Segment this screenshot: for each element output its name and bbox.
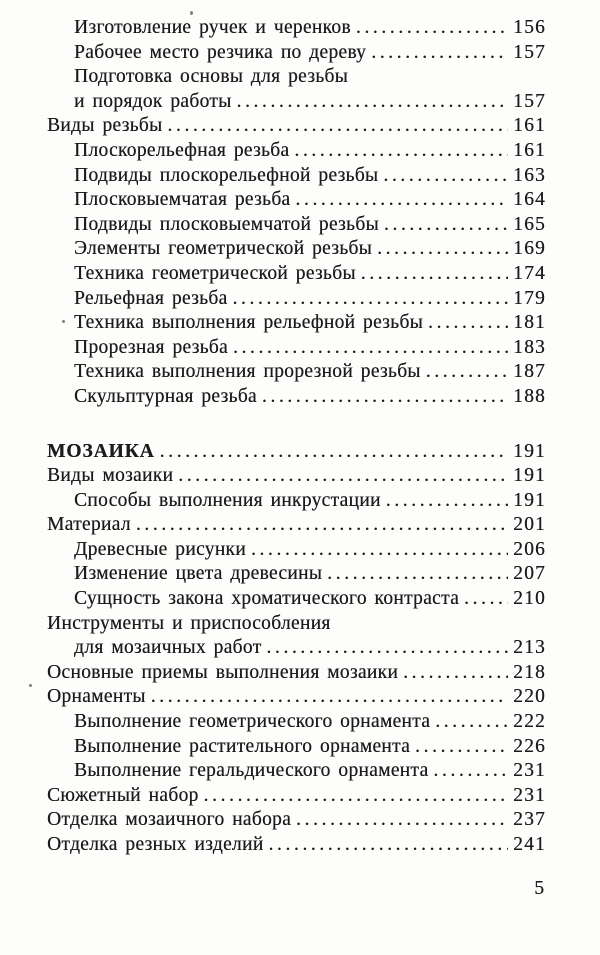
toc-entry — [47, 612, 546, 637]
toc-entry-page-number: 220 — [513, 686, 546, 708]
toc-entry-title: Рельефная резьба — [74, 287, 228, 309]
toc-entry-title: Изготовление ручек и черенков — [74, 17, 351, 38]
dot-leader — [266, 636, 508, 661]
toc-entry-title: Выполнение геральдического орнамента — [74, 760, 429, 782]
toc-entry-page-number: 222 — [513, 711, 546, 733]
toc-entry-page-number: 157 — [513, 41, 546, 63]
toc-entry-title: Выполнение растительного орнамента — [74, 735, 411, 757]
scan-speck — [29, 684, 32, 687]
toc-entry — [47, 464, 546, 489]
toc-entry — [47, 587, 546, 612]
dot-leader — [295, 188, 508, 213]
toc-entry-title: Техника выполнения рельефной резьбы — [74, 312, 423, 334]
dot-leader — [251, 538, 508, 563]
toc-entry-title: Плосковыемчатая резьба — [74, 189, 291, 211]
toc-entry — [47, 661, 546, 686]
toc-entry-page-number: 237 — [513, 809, 546, 831]
dot-leader — [204, 784, 509, 809]
toc-entry — [47, 636, 546, 661]
dot-leader — [296, 808, 508, 833]
toc-entry-page-number: 161 — [513, 139, 546, 161]
toc-entry — [47, 65, 546, 90]
dot-leader — [136, 513, 508, 538]
toc-entry-title: Прорезная резьба — [74, 336, 228, 358]
toc-entry-page-number: 174 — [513, 262, 546, 284]
dot-leader — [294, 139, 508, 164]
dot-leader — [371, 41, 508, 66]
toc-entry-title: Древесные рисунки — [74, 538, 246, 560]
toc-entry-title: Рабочее место резчика по дереву — [74, 41, 367, 63]
toc-entry — [47, 735, 546, 760]
toc-entry-title: Сущность закона хроматического контраста — [74, 588, 460, 610]
toc-entry — [47, 237, 546, 262]
toc-entry — [47, 336, 546, 361]
toc-entry-title: Техника выполнения прорезной резьбы — [74, 361, 421, 383]
toc-entry — [47, 139, 546, 164]
toc-entry — [47, 311, 546, 336]
dot-leader — [361, 262, 508, 287]
toc-entry-title: и порядок работы — [74, 90, 232, 112]
toc-entry — [47, 685, 546, 710]
toc-entry-page-number: 206 — [513, 538, 546, 560]
toc-entry-title: МОЗАИКА — [47, 440, 155, 462]
dot-leader — [433, 759, 508, 784]
toc-entry — [47, 784, 546, 809]
toc-entry — [47, 360, 546, 385]
dot-leader — [268, 833, 508, 858]
toc-entry — [47, 808, 546, 833]
toc-entry — [47, 759, 546, 784]
dot-leader — [428, 311, 508, 336]
dot-leader — [435, 710, 508, 735]
toc-entry-title: Плоскорельефная резьба — [74, 139, 290, 161]
toc-entry-page-number: 163 — [513, 164, 546, 186]
toc-entry — [47, 489, 546, 514]
toc-entry-title: Сюжетный набор — [47, 784, 199, 806]
toc-entry-title: Виды мозаики — [47, 465, 174, 487]
dot-leader — [151, 685, 508, 710]
toc-entry-page-number: 226 — [513, 735, 546, 757]
toc-entry-page-number: 169 — [513, 238, 546, 260]
toc-entry — [47, 213, 546, 238]
toc-entry — [47, 16, 546, 41]
toc-entry-title: Отделка резных изделий — [47, 834, 264, 855]
dot-leader — [464, 587, 508, 612]
toc-entry-page-number: 161 — [513, 115, 546, 137]
table-of-contents — [47, 16, 546, 858]
toc-entry — [47, 440, 546, 465]
toc-entry-page-number: 210 — [513, 588, 546, 610]
toc-entry — [47, 188, 546, 213]
toc-entry-title: Инструменты и приспособления — [47, 612, 331, 634]
toc-entry-title: Подвиды плоскорельефной резьбы — [74, 164, 379, 186]
toc-entry-title: Способы выполнения инкрустации — [74, 489, 381, 511]
toc-entry — [47, 90, 546, 115]
toc-entry-page-number: 188 — [513, 385, 546, 407]
scan-speck — [62, 320, 65, 323]
dot-leader — [356, 16, 508, 41]
dot-leader — [233, 336, 508, 361]
toc-entry-page-number: 231 — [513, 760, 546, 782]
toc-entry-page-number: 191 — [513, 489, 546, 511]
toc-entry-page-number: 231 — [513, 784, 546, 806]
toc-entry — [47, 287, 546, 312]
toc-entry-page-number: 213 — [513, 637, 546, 659]
dot-leader — [160, 440, 509, 465]
toc-entry — [47, 513, 546, 538]
toc-entry-page-number: 183 — [513, 336, 546, 358]
toc-entry-page-number: 191 — [513, 465, 546, 487]
toc-entry-page-number: 181 — [513, 312, 546, 334]
toc-entry — [47, 164, 546, 189]
toc-entry-title: Подвиды плосковыемчатой резьбы — [74, 213, 379, 235]
toc-entry-title: Орнаменты — [47, 686, 146, 708]
toc-entry-title: Элементы геометрической резьбы — [74, 238, 373, 260]
toc-entry — [47, 710, 546, 735]
dot-leader — [232, 287, 508, 312]
toc-entry — [47, 41, 546, 66]
dot-leader — [167, 114, 508, 139]
toc-entry-title: Подготовка основы для резьбы — [74, 66, 349, 88]
toc-entry-page-number: 207 — [513, 563, 546, 585]
toc-entry-page-number: 156 — [513, 17, 546, 38]
scan-speck — [190, 11, 193, 15]
toc-entry — [47, 385, 546, 410]
toc-entry-page-number: 179 — [513, 287, 546, 309]
dot-leader — [415, 735, 508, 760]
dot-leader — [426, 360, 508, 385]
toc-entry-page-number: 165 — [513, 213, 546, 235]
toc-entry-page-number: 164 — [513, 189, 546, 211]
dot-leader — [384, 213, 508, 238]
dot-leader — [178, 464, 508, 489]
toc-entry-page-number: 201 — [513, 514, 546, 536]
dot-leader — [377, 237, 508, 262]
toc-entry-page-number: 241 — [513, 834, 546, 855]
dot-leader — [403, 661, 508, 686]
toc-entry-page-number: 191 — [513, 440, 546, 462]
dot-leader — [262, 385, 508, 410]
toc-entry-page-number: 187 — [513, 361, 546, 383]
toc-entry-page-number: 157 — [513, 90, 546, 112]
dot-leader — [327, 562, 508, 587]
toc-entry-title: Выполнение геометрического орнамента — [74, 711, 431, 733]
toc-entry-title: Виды резьбы — [47, 115, 163, 137]
toc-entry — [47, 538, 546, 563]
toc-entry-title: Техника геометрической резьбы — [74, 262, 356, 284]
dot-leader — [386, 489, 508, 514]
toc-entry-title: Основные приемы выполнения мозаики — [47, 661, 399, 683]
dot-leader — [383, 164, 508, 189]
toc-entry-title: Изменение цвета древесины — [74, 563, 323, 585]
toc-entry-title: для мозаичных работ — [74, 637, 262, 659]
dot-leader — [236, 90, 508, 115]
toc-entry-title: Скульптурная резьба — [74, 385, 257, 407]
toc-entry — [47, 114, 546, 139]
toc-entry — [47, 262, 546, 287]
toc-entry — [47, 562, 546, 587]
toc-entry-page-number: 218 — [513, 661, 546, 683]
page-number: 5 — [534, 878, 544, 899]
toc-entry-title: Материал — [47, 514, 131, 536]
toc-entry — [47, 833, 546, 858]
toc-entry-title: Отделка мозаичного набора — [47, 809, 292, 831]
